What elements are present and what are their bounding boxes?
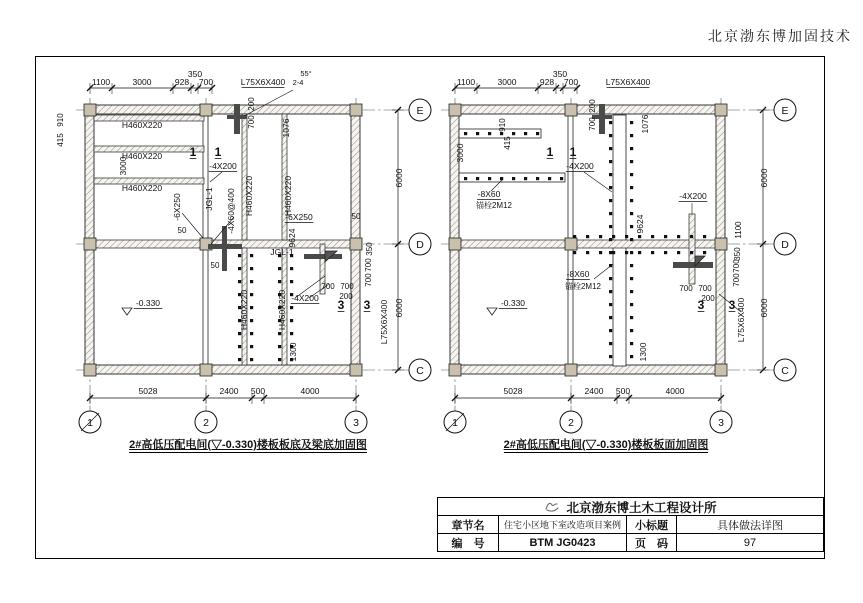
annotation-label: 6000 xyxy=(759,298,769,318)
wall xyxy=(450,365,725,374)
annotation-label: 350 xyxy=(552,69,568,79)
anchor-square xyxy=(250,306,253,309)
anchor-square xyxy=(630,355,633,358)
anchor-square xyxy=(677,235,680,238)
anchor-square xyxy=(609,134,612,137)
anchor-square xyxy=(488,177,491,180)
anchor-square xyxy=(609,147,612,150)
annotation-label: 910 xyxy=(56,113,65,127)
annotation-label: -8X60 xyxy=(566,269,590,279)
anchor-square xyxy=(278,332,281,335)
annotation-label: 1076 xyxy=(640,114,650,134)
anchor-square xyxy=(612,235,615,238)
grid-bubble-label: 1 xyxy=(87,416,93,429)
anchor-square xyxy=(290,319,293,322)
annotation-label: 200 xyxy=(339,292,353,301)
annotation-label: H460X220 xyxy=(244,175,254,217)
subtitle-value: 具体做法详图 xyxy=(676,516,823,533)
annotation-label: 1076 xyxy=(281,118,291,138)
annotation-label: 700 xyxy=(364,258,373,272)
annotation-label: 2400 xyxy=(219,386,239,396)
anchor-square xyxy=(609,199,612,202)
annotation-label: H460X220 xyxy=(121,183,163,193)
grid-bubble-label: D xyxy=(416,238,424,251)
annotation-label: H460X220 xyxy=(239,289,249,331)
anchor-square xyxy=(609,316,612,319)
annotation-label: 350 xyxy=(187,69,203,79)
annotation-label: 1100 xyxy=(91,77,111,87)
anchor-square xyxy=(630,342,633,345)
watermark-company-name: 北京渤东博加固技术 xyxy=(708,30,852,45)
anchor-square xyxy=(609,173,612,176)
annotation-label: 700 xyxy=(732,259,741,273)
annotation-label: -0.330 xyxy=(135,298,161,308)
plan-right-slab-top-reinforcement xyxy=(403,58,803,448)
annotation-label: 3000 xyxy=(455,143,465,163)
column xyxy=(350,364,362,376)
column xyxy=(350,104,362,116)
annotation-label: -4X60@400 xyxy=(226,188,236,234)
annotation-label: 200 xyxy=(588,99,597,113)
anchor-square xyxy=(609,160,612,163)
anchor-square xyxy=(664,251,667,254)
caption-left-text: 2#高低压配电间(▽-0.330)楼板板底及梁底加固图 xyxy=(129,439,367,451)
anchor-square xyxy=(609,342,612,345)
anchor-square xyxy=(524,132,527,135)
anchor-square xyxy=(586,235,589,238)
label-subtitle: 小标题 xyxy=(626,516,676,533)
plan-left-slab-bottom-reinforcement xyxy=(38,58,438,448)
annotation-label: L75X6X400 xyxy=(379,299,389,345)
annotation-label: 9624 xyxy=(635,214,645,234)
annotation-label: 3000 xyxy=(497,77,517,87)
column xyxy=(565,364,577,376)
annotation-label: 700 xyxy=(364,273,373,287)
column xyxy=(449,238,461,250)
annotation-label: 1 xyxy=(214,145,222,159)
anchor-square xyxy=(651,235,654,238)
column xyxy=(350,238,362,250)
anchor-square xyxy=(278,345,281,348)
column xyxy=(200,364,212,376)
annotation-label: L75X6X400 xyxy=(736,297,746,343)
annotation-label: 5028 xyxy=(138,386,158,396)
beam xyxy=(689,214,695,284)
column xyxy=(449,364,461,376)
annotation-label: L75X6X400 xyxy=(605,77,651,87)
leader-line xyxy=(594,264,613,279)
elevation-triangle xyxy=(122,308,132,315)
grid-bubble-label: 2 xyxy=(568,416,574,429)
anchor-square xyxy=(573,251,576,254)
anchor-square xyxy=(586,251,589,254)
anchor-square xyxy=(573,235,576,238)
annotation-label: 2400 xyxy=(584,386,604,396)
anchor-square xyxy=(630,238,633,241)
grid-bubble-label: E xyxy=(781,104,789,117)
steel-plate xyxy=(208,244,242,249)
annotation-label: 锚栓2M12 xyxy=(564,282,602,291)
annotation-label: 200 xyxy=(247,97,256,111)
grid-bubble-label: C xyxy=(416,364,424,377)
anchor-square xyxy=(238,254,241,257)
anchor-square xyxy=(290,280,293,283)
annotation-label: 5028 xyxy=(503,386,523,396)
anchor-square xyxy=(690,251,693,254)
anchor-square xyxy=(664,235,667,238)
annotation-label: 1 xyxy=(189,145,197,159)
anchor-square xyxy=(278,280,281,283)
caption-right-text: 2#高低压配电间(▽-0.330)楼板板面加固图 xyxy=(503,439,709,451)
annotation-label: JGL-1 xyxy=(204,187,214,211)
anchor-square xyxy=(609,329,612,332)
chapter-name-value: 住宅小区地下室改造项目案例 xyxy=(498,516,626,533)
anchor-square xyxy=(512,177,515,180)
anchor-square xyxy=(630,173,633,176)
annotation-label: 910 xyxy=(498,118,507,132)
annotation-label: -6X250 xyxy=(285,212,313,222)
grid-bubble-label: 1 xyxy=(452,416,458,429)
anchor-square xyxy=(609,277,612,280)
anchor-square xyxy=(630,160,633,163)
leader-line xyxy=(210,172,222,182)
anchor-square xyxy=(609,355,612,358)
annotation-label: 3 xyxy=(363,298,371,312)
anchor-square xyxy=(250,345,253,348)
anchor-square xyxy=(609,238,612,241)
anchor-square xyxy=(599,251,602,254)
anchor-square xyxy=(488,132,491,135)
page-number-value: 97 xyxy=(676,534,823,551)
anchor-square xyxy=(609,212,612,215)
annotation-label: 9624 xyxy=(287,228,297,248)
anchor-square xyxy=(677,251,680,254)
anchor-square xyxy=(290,332,293,335)
column xyxy=(84,104,96,116)
annotation-label: 4000 xyxy=(665,386,685,396)
annotation-label: 3 xyxy=(697,298,705,312)
anchor-square xyxy=(250,254,253,257)
annotation-label: 415 xyxy=(503,136,512,150)
title-block-header-row xyxy=(438,498,823,515)
annotation-label: 6000 xyxy=(394,168,404,188)
design-institute-logo-icon xyxy=(544,500,560,513)
anchor-square xyxy=(638,235,641,238)
column xyxy=(715,104,727,116)
annotation-label: 700 xyxy=(588,117,597,131)
column xyxy=(715,364,727,376)
elevation-triangle xyxy=(487,308,497,315)
anchor-square xyxy=(638,251,641,254)
annotation-label: 6000 xyxy=(394,298,404,318)
annotation-label: -4X200 xyxy=(209,161,237,171)
annotation-label: 1300 xyxy=(288,342,298,362)
anchor-square xyxy=(630,121,633,124)
annotation-label: H460X220 xyxy=(277,289,287,331)
column xyxy=(565,238,577,250)
anchor-square xyxy=(238,267,241,270)
label-number: 编 号 xyxy=(451,537,485,550)
steel-plate xyxy=(227,115,247,119)
annotation-label: -8X60 xyxy=(477,189,501,199)
beam xyxy=(459,240,717,248)
annotation-label: 350 xyxy=(365,242,374,256)
anchor-square xyxy=(625,235,628,238)
caption-left xyxy=(126,436,370,452)
anchor-square xyxy=(476,177,479,180)
annotation-label: H460X220 xyxy=(121,151,163,161)
annotation-label: 928 xyxy=(174,77,190,87)
anchor-square xyxy=(609,225,612,228)
anchor-square xyxy=(609,121,612,124)
annotation-label: 928 xyxy=(539,77,555,87)
anchor-square xyxy=(609,290,612,293)
anchor-square xyxy=(238,345,241,348)
anchor-square xyxy=(238,280,241,283)
annotation-label: -4X200 xyxy=(679,191,707,201)
annotation-label: 1 xyxy=(546,145,554,159)
column xyxy=(565,104,577,116)
anchor-square xyxy=(630,212,633,215)
column xyxy=(84,238,96,250)
annotation-label: 3 xyxy=(337,298,345,312)
anchor-square xyxy=(524,177,527,180)
anchor-square xyxy=(630,303,633,306)
annotation-label: 350 xyxy=(733,247,742,261)
column xyxy=(84,364,96,376)
annotation-label: 700 xyxy=(679,284,693,293)
anchor-square xyxy=(500,177,503,180)
annotation-label: 700 xyxy=(698,284,712,293)
anchor-square xyxy=(238,332,241,335)
annotation-label: 50 xyxy=(177,226,187,235)
wall xyxy=(85,365,360,374)
anchor-square xyxy=(651,251,654,254)
title-block xyxy=(437,497,824,552)
anchor-square xyxy=(599,235,602,238)
anchor-square xyxy=(630,199,633,202)
label-chapter-name: 章节名 xyxy=(451,519,485,532)
title-block-company: 北京渤东博土木工程设计所 xyxy=(566,500,717,515)
annotation-label: 700 xyxy=(340,282,354,291)
anchor-square xyxy=(548,177,551,180)
grid-bubble-label: 3 xyxy=(718,416,724,429)
annotation-label: 3 xyxy=(728,298,736,312)
annotation-label: -6X250 xyxy=(172,193,182,221)
column xyxy=(449,104,461,116)
anchor-square xyxy=(536,177,539,180)
anchor-square xyxy=(630,251,633,254)
anchor-square xyxy=(703,235,706,238)
anchor-square xyxy=(464,177,467,180)
annotation-label: 3000 xyxy=(132,77,152,87)
document-number-value: BTM JG0423 xyxy=(498,534,626,551)
anchor-square xyxy=(630,264,633,267)
annotation-label: 1 xyxy=(569,145,577,159)
annotation-label: 1300 xyxy=(638,342,648,362)
anchor-square xyxy=(250,319,253,322)
annotation-label: L75X6X400 xyxy=(240,77,286,87)
column xyxy=(715,238,727,250)
annotation-label: 700 xyxy=(732,273,741,287)
annotation-label: -4X200 xyxy=(566,161,594,171)
annotation-label: -0.330 xyxy=(500,298,526,308)
anchor-square xyxy=(609,303,612,306)
anchor-square xyxy=(250,280,253,283)
anchor-square xyxy=(290,306,293,309)
annotation-label: H460X220 xyxy=(121,120,163,130)
wall xyxy=(85,105,360,114)
annotation-label: 700 xyxy=(247,115,256,129)
grid-bubble-label: C xyxy=(781,364,789,377)
anchor-square xyxy=(690,235,693,238)
annotation-label: JGL-1 xyxy=(270,247,294,257)
annotation-label: 50 xyxy=(210,261,220,270)
annotation-label: H460X220 xyxy=(283,175,293,217)
annotation-label: 1100 xyxy=(734,221,743,239)
annotation-label: 2-4 xyxy=(292,78,304,87)
anchor-square xyxy=(464,132,467,135)
annotation-label: 700 xyxy=(198,77,214,87)
anchor-square xyxy=(630,290,633,293)
anchor-square xyxy=(630,225,633,228)
steel-plate xyxy=(304,254,342,259)
annotation-label: 锚栓2M12 xyxy=(475,201,513,210)
annotation-label: 500 xyxy=(615,386,631,396)
column xyxy=(200,104,212,116)
anchor-square xyxy=(703,251,706,254)
grid-bubble-label: E xyxy=(416,104,424,117)
anchor-square xyxy=(250,358,253,361)
anchor-square xyxy=(625,251,628,254)
anchor-square xyxy=(630,186,633,189)
anchor-square xyxy=(536,132,539,135)
anchor-square xyxy=(630,277,633,280)
annotation-label: 6000 xyxy=(759,168,769,188)
annotation-label: 700 xyxy=(563,77,579,87)
anchor-square xyxy=(278,358,281,361)
anchor-square xyxy=(609,186,612,189)
grid-bubble-label: 3 xyxy=(353,416,359,429)
anchor-square xyxy=(278,267,281,270)
annotation-label: 55° xyxy=(300,69,312,78)
anchor-square xyxy=(512,132,515,135)
annotation-label: 415 xyxy=(56,133,65,147)
grid-bubble-label: D xyxy=(781,238,789,251)
annotation-label: 50 xyxy=(351,212,361,221)
anchor-square xyxy=(250,267,253,270)
title-block-row-1 xyxy=(438,515,823,533)
anchor-square xyxy=(630,147,633,150)
annotation-label: 3000 xyxy=(118,156,128,176)
anchor-square xyxy=(612,251,615,254)
caption-right xyxy=(484,436,728,452)
grid-bubble-label: 2 xyxy=(203,416,209,429)
anchor-square xyxy=(630,329,633,332)
anchor-square xyxy=(250,293,253,296)
title-block-row-2 xyxy=(438,533,823,551)
anchor-square xyxy=(250,332,253,335)
steel-plate xyxy=(673,262,713,268)
label-page-number: 页 码 xyxy=(626,534,676,551)
anchor-square xyxy=(476,132,479,135)
anchor-square xyxy=(630,316,633,319)
annotation-label: 4000 xyxy=(300,386,320,396)
anchor-square xyxy=(238,358,241,361)
anchor-square xyxy=(630,134,633,137)
anchor-square xyxy=(609,251,612,254)
annotation-label: 700 xyxy=(321,282,335,291)
annotation-label: 500 xyxy=(250,386,266,396)
annotation-label: 200 xyxy=(701,294,715,303)
anchor-square xyxy=(290,267,293,270)
leader-line xyxy=(584,172,612,192)
anchor-square xyxy=(560,177,563,180)
annotation-label: -4X200 xyxy=(291,293,319,303)
annotation-label: 1100 xyxy=(456,77,476,87)
